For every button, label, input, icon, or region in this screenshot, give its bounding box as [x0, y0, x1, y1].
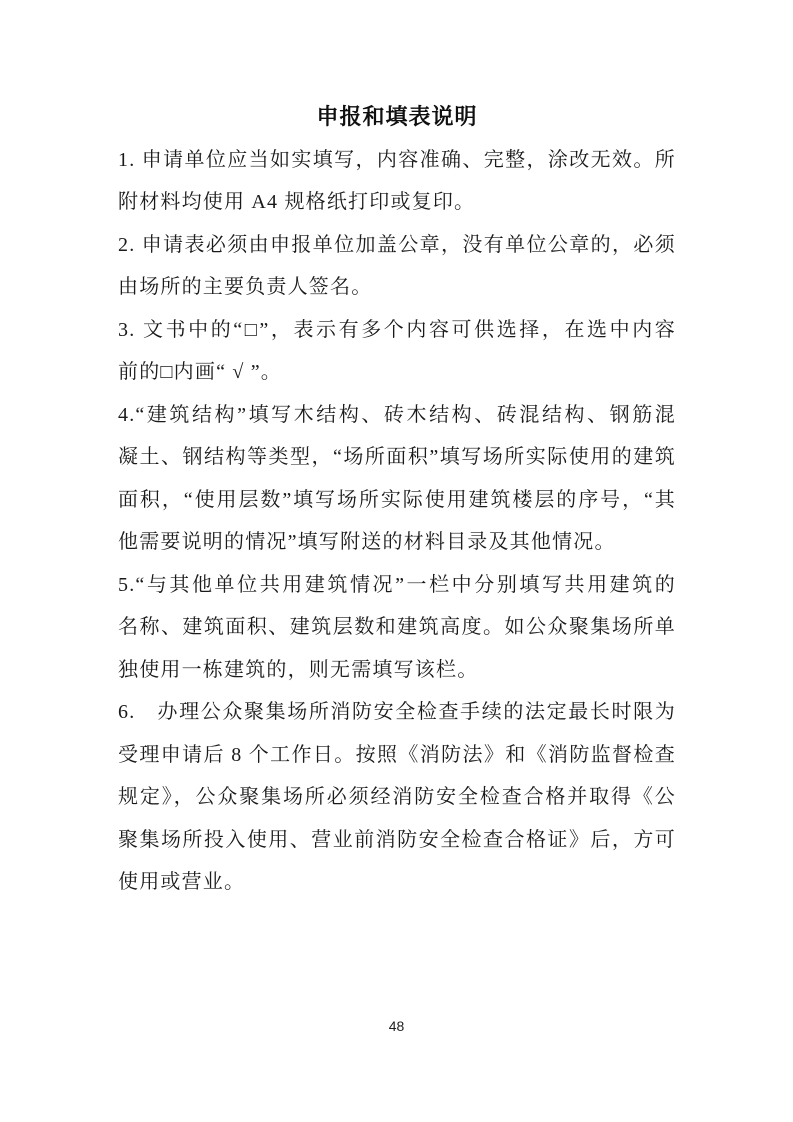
text-line: 附材料均使用 A4 规格纸打印或复印。 [118, 191, 476, 213]
document-body [118, 96, 676, 904]
text-line: 1. 申请单位应当如实填写，内容准确、完整，涂改无效。所 [118, 148, 676, 171]
text-line: 前的□内画“ √ ”。 [118, 361, 283, 383]
text-line: 凝土、钢结构等类型，“场所面积”填写场所实际使用的建筑 [118, 446, 676, 468]
text-line: 受理申请后 8 个工作日。按照《消防法》和《消防监督检查 [118, 743, 676, 766]
text-line: 由场所的主要负责人签名。 [118, 276, 373, 298]
page-number: 48 [388, 1018, 405, 1034]
text-line: 4.“建筑结构”填写木结构、砖木结构、砖混结构、钢筋混 [118, 403, 676, 426]
text-line: 5.“与其他单位共用建筑情况”一栏中分别填写共用建筑的 [118, 573, 676, 596]
text-line: 2. 申请表必须由申报单位加盖公章，没有单位公章的，必须 [118, 233, 676, 256]
text-line: 3. 文书中的“□”，表示有多个内容可供选择，在选中内容 [118, 318, 676, 341]
text-line: 使用或营业。 [118, 871, 246, 893]
text-line: 规定》，公众聚集场所必须经消防安全检查合格并取得《公 [118, 786, 676, 808]
page-title: 申报和填表说明 [316, 104, 478, 129]
text-line: 名称、建筑面积、建筑层数和建筑高度。如公众聚集场所单 [118, 616, 676, 638]
text-line: 他需要说明的情况”填写附送的材料目录及其他情况。 [118, 531, 616, 553]
text-line: 面积，“使用层数”填写场所实际使用建筑楼层的序号，“其 [118, 488, 676, 511]
text-line: 6. 办理公众聚集场所消防安全检查手续的法定最长时限为 [118, 701, 676, 723]
text-line: 聚集场所投入使用、营业前消防安全检查合格证》后，方可 [118, 828, 676, 851]
text-line: 独使用一栋建筑的，则无需填写该栏。 [118, 658, 479, 681]
